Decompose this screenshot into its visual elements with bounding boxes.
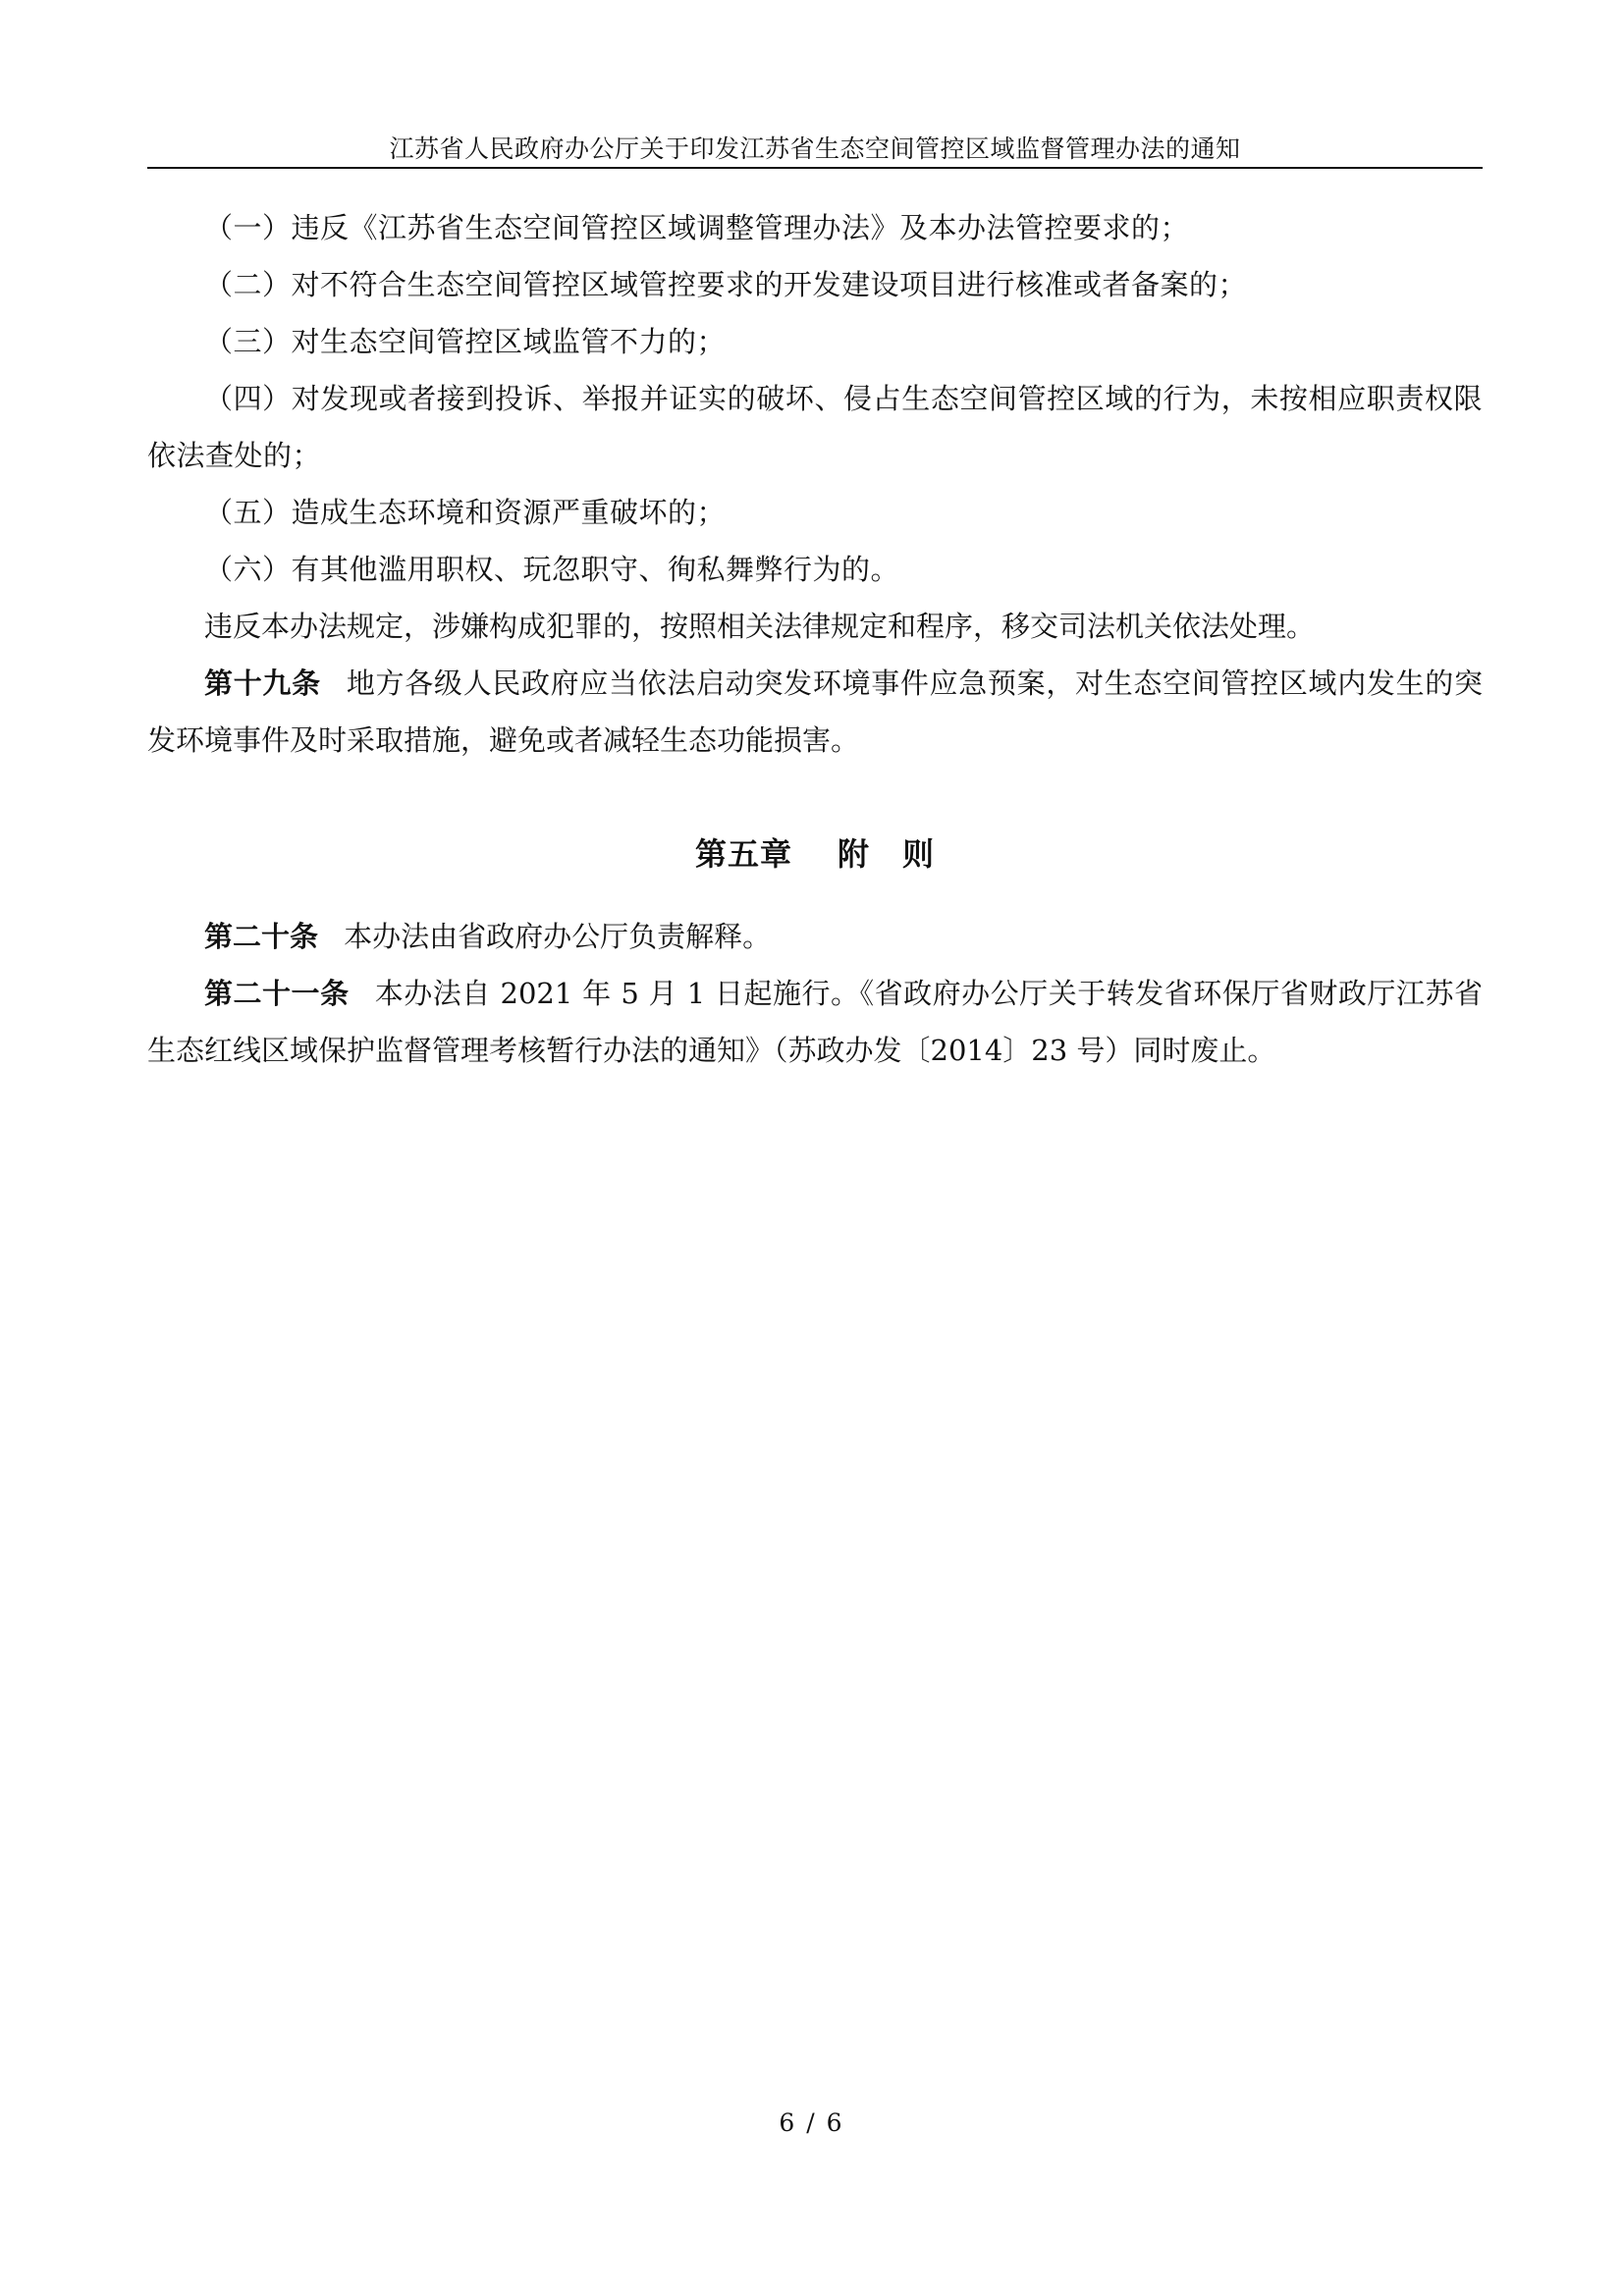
- list-marker: （五）: [204, 496, 292, 529]
- document-body: [147, 199, 1483, 1079]
- article-20: [147, 908, 1483, 965]
- criminal-clause: 违反本办法规定，涉嫌构成犯罪的，按照相关法律规定和程序，移交司法机关依法处理。: [204, 610, 1316, 643]
- chapter-number: 第五章: [694, 835, 792, 873]
- list-marker: （二）: [204, 268, 292, 301]
- page-number: 6 / 6: [779, 2109, 844, 2137]
- article-label: 第二十一条: [204, 977, 350, 1010]
- article-text: 地方各级人民政府应当依法启动突发环境事件应急预案，对生态空间管控区域内发生的突发环境事件及时采取措施，避免或者减轻生态功能损害。: [147, 667, 1483, 757]
- list-item-4: [147, 370, 1483, 484]
- list-marker: （六）: [204, 553, 292, 586]
- list-marker: （一）: [204, 211, 292, 244]
- list-item-text: 对生态空间管控区域监管不力的；: [291, 325, 727, 358]
- list-item-5: [147, 484, 1483, 541]
- list-item-2: [147, 256, 1483, 313]
- running-header: 江苏省人民政府办公厅关于印发江苏省生态空间管控区域监督管理办法的通知: [389, 134, 1241, 163]
- article-19: [147, 655, 1483, 769]
- article-21: [147, 965, 1483, 1079]
- list-item-text: 有其他滥用职权、玩忽职守、徇私舞弊行为的。: [291, 553, 900, 586]
- chapter-name: 附 则: [838, 835, 936, 873]
- list-item-3: [147, 313, 1483, 370]
- list-item-1: [147, 199, 1483, 256]
- article-label: 第二十条: [204, 920, 319, 953]
- article-label: 第十九条: [204, 667, 321, 700]
- list-item-text: 造成生态环境和资源严重破坏的；: [291, 496, 727, 529]
- list-item-text: 违反《江苏省生态空间管控区域调整管理办法》及本办法管控要求的；: [291, 211, 1190, 244]
- list-marker: （三）: [204, 325, 292, 358]
- chapter-title: [147, 826, 1483, 882]
- list-marker: （四）: [204, 382, 292, 415]
- article-text: 本办法由省政府办公厅负责解释。: [344, 920, 772, 953]
- article-text: 本办法自 2021 年 5 月 1 日起施行。《省政府办公厅关于转发省环保厅省财政厅江苏省生态红线区域保护监督管理考核暂行办法的通知》（苏政办发〔2014〕23 号）同时废止。: [147, 977, 1483, 1067]
- header-rule: [147, 167, 1483, 169]
- list-item-text: 对不符合生态空间管控区域管控要求的开发建设项目进行核准或者备案的；: [291, 268, 1248, 301]
- list-item-6: [147, 541, 1483, 598]
- list-item-text: 对发现或者接到投诉、举报并证实的破坏、侵占生态空间管控区域的行为，未按相应职责权限依法查处的；: [147, 382, 1483, 472]
